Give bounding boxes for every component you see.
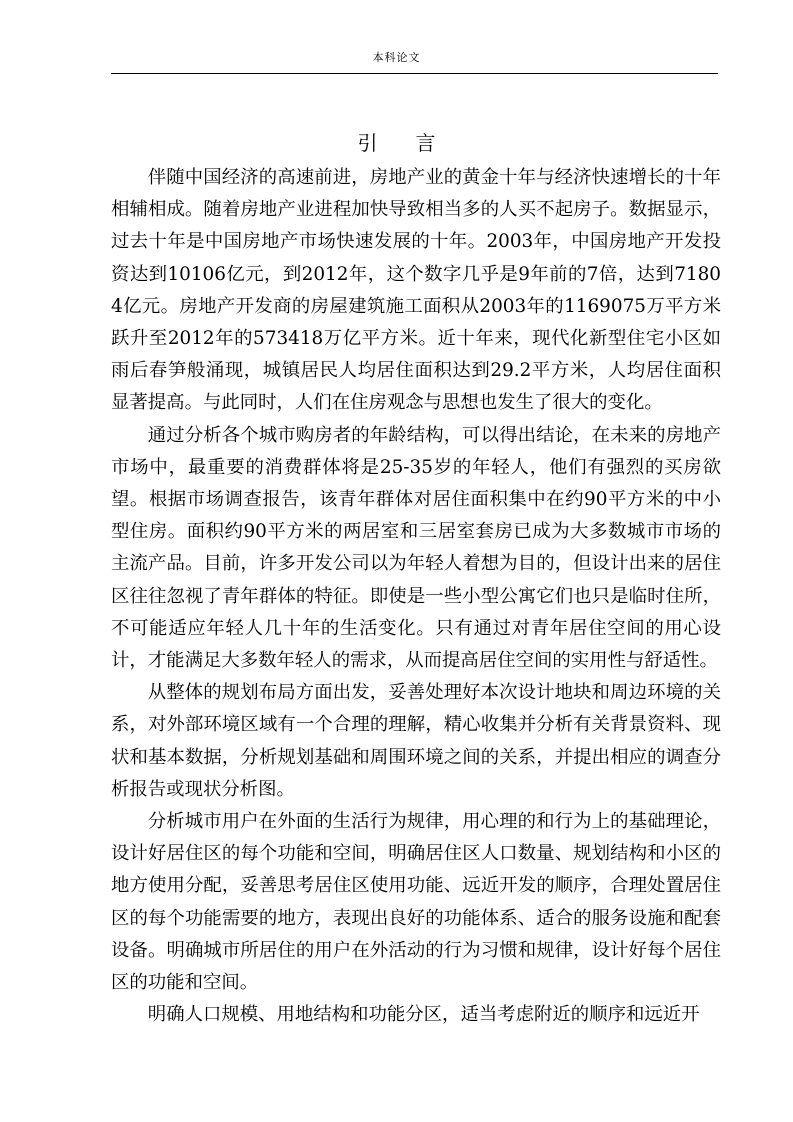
paragraph-4: 分析城市用户在外面的生活行为规律，用心理的和行为上的基础理论，设计好居住区的每个功能和空间，明确居住区人口数量、规划结构和小区的地方使用分配，妥善思考居住区使用功能、远近开发的顺序，合理处置居住区的每个功能需要的地方，表现出良好的功能体系、适合的服务设施和配套设备。明确城市所居住的用户在外活动的行为习惯和规律，设计好每个居住区的功能和空间。 — [111, 811, 721, 994]
header-divider — [111, 73, 718, 74]
section-title: 引言 — [357, 131, 474, 155]
header-title: 本科论文 — [372, 51, 421, 64]
body-content — [111, 162, 721, 1031]
paragraph-5: 明确人口规模、用地结构和功能分区，适当考虑附近的顺序和远近开 — [147, 1004, 700, 1026]
paragraph-1: 伴随中国经济的高速前进，房地产业的黄金十年与经济快速增长的十年相辅相成。随着房地产业进程加快导致相当多的人买不起房子。数据显示，过去十年是中国房地产市场快速发展的十年。2003年，中国房地产开发投资达到10106亿元，到2012年，这个数字几乎是9年前的7倍，达到71804亿元。房地产开发商的房屋建筑施工面积从2003年的1169075万平方米跃升至2012年的573418万亿平方米。近十年来，现代化新型住宅小区如雨后春笋般涌现，城镇居民人均居住面积达到29.2平方米，人均居住面积显著提高。与此同时，人们在住房观念与思想也发生了很大的变化。 — [111, 167, 721, 414]
paragraph-3: 从整体的规划布局方面出发，妥善处理好本次设计地块和周边环境的关系，对外部环境区域有一个合理的理解，精心收集并分析有关背景资料、现状和基本数据，分析规划基础和周围环境之间的关系，并提出相应的调查分析报告或现状分析图。 — [111, 682, 721, 800]
paragraph-2: 通过分析各个城市购房者的年龄结构，可以得出结论，在未来的房地产市场中，最重要的消费群体将是25-35岁的年轻人，他们有强烈的买房欲望。根据市场调查报告，该青年群体对居住面积集中在约90平方米的中小型住房。面积约90平方米的两居室和三居室套房已成为大多数城市市场的主流产品。目前，许多开发公司以为年轻人着想为目的，但设计出来的居住区往往忽视了青年群体的特征。即使是一些小型公寓它们也只是临时住所，不可能适应年轻人几十年的生活变化。只有通过对青年居住空间的用心设计，才能满足大多数年轻人的需求，从而提高居住空间的实用性与舒适性。 — [111, 424, 721, 672]
